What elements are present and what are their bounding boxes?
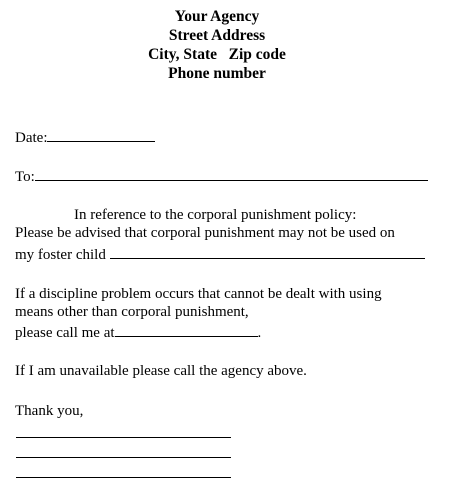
date-field: [15, 127, 155, 147]
phone-number: Phone number: [168, 65, 266, 82]
foster-child-blank[interactable]: [110, 244, 425, 259]
to-label: To:: [15, 169, 35, 185]
policy-intro: In reference to the corporal punishment policy:: [74, 207, 357, 223]
foster-child-label: my foster child: [15, 247, 106, 263]
letterhead: [0, 7, 434, 83]
discipline-line-2: means other than corporal punishment,: [15, 304, 249, 320]
discipline-line-1: If a discipline problem occurs that cannot be dealt with using: [15, 286, 382, 302]
phone-blank[interactable]: [115, 322, 258, 337]
date-label: Date:: [15, 130, 48, 146]
closing: Thank you,: [15, 403, 84, 419]
signature-line-2[interactable]: [16, 457, 231, 458]
call-me-label: please call me at: [15, 325, 115, 341]
to-blank[interactable]: [35, 166, 428, 181]
date-blank[interactable]: [47, 127, 155, 142]
advise-line-2: [15, 244, 425, 264]
city-state-zip: City, State Zip code: [148, 46, 286, 63]
discipline-line-3: [15, 322, 261, 342]
unavailable-line: If I am unavailable please call the agency above.: [15, 363, 307, 379]
signature-line-1[interactable]: [16, 437, 231, 438]
signature-line-3[interactable]: [16, 477, 231, 478]
to-field: [15, 166, 428, 186]
advise-line-1: Please be advised that corporal punishment may not be used on: [15, 225, 395, 241]
street-address: Street Address: [168, 27, 266, 44]
call-me-period: .: [257, 325, 262, 341]
agency-name: Your Agency: [174, 8, 260, 25]
